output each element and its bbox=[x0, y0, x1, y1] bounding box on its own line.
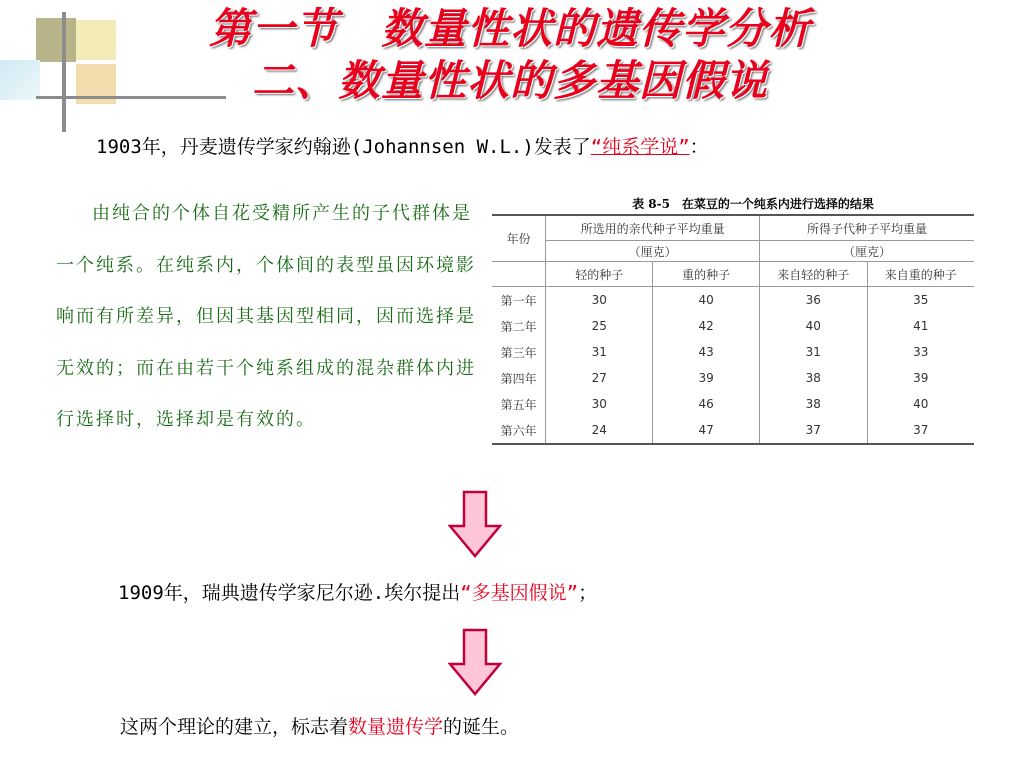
conclusion-text: 这两个理论的建立，标志着 bbox=[120, 716, 349, 738]
intro-sentence bbox=[96, 132, 709, 159]
polygene-highlight: “多基因假说” bbox=[460, 582, 579, 604]
polygene-text: 1909年，瑞典遗传学家尼尔逊.埃尔提出 bbox=[118, 582, 461, 604]
table-row bbox=[492, 339, 974, 365]
cell-value: 37 bbox=[867, 417, 974, 444]
slide-title-line2: 二、数量性状的多基因假说 bbox=[251, 56, 768, 105]
header-unit-offspring: （厘克） bbox=[760, 241, 974, 262]
subheader-from-heavy: 来自重的种子 bbox=[867, 262, 974, 287]
polygene-end: ； bbox=[578, 582, 598, 604]
table-row bbox=[492, 417, 974, 444]
cell-value: 39 bbox=[867, 365, 974, 391]
cell-value: 27 bbox=[546, 365, 653, 391]
cell-year: 第六年 bbox=[492, 417, 546, 444]
cell-value: 42 bbox=[653, 313, 760, 339]
cell-value: 38 bbox=[760, 391, 868, 417]
header-blank bbox=[492, 262, 546, 287]
subheader-light-seed: 轻的种子 bbox=[546, 262, 653, 287]
cell-value: 24 bbox=[546, 417, 653, 444]
decor-block-yellow bbox=[76, 20, 116, 60]
header-year: 年份 bbox=[492, 215, 546, 262]
conclusion-highlight: 数量遗传学 bbox=[348, 716, 444, 738]
cell-value: 30 bbox=[546, 391, 653, 417]
cell-value: 43 bbox=[653, 339, 760, 365]
cell-year: 第三年 bbox=[492, 339, 546, 365]
cell-value: 30 bbox=[546, 287, 653, 314]
decor-vertical-line bbox=[62, 12, 66, 132]
cell-value: 31 bbox=[760, 339, 868, 365]
cell-value: 40 bbox=[653, 287, 760, 314]
cell-value: 39 bbox=[653, 365, 760, 391]
cell-value: 25 bbox=[546, 313, 653, 339]
cell-year: 第五年 bbox=[492, 391, 546, 417]
cell-value: 33 bbox=[867, 339, 974, 365]
header-unit-parent: （厘克） bbox=[546, 241, 760, 262]
pure-line-paragraph: 由纯合的个体自花受精所产生的子代群体是一个纯系。在纯系内，个体间的表型虽因环境影响而有所差异，但因其基因型相同，因而选择是无效的；而在由若干个纯系组成的混杂群体内进行选择时，选择却是有效的。 bbox=[56, 203, 476, 430]
header-parent-weight: 所选用的亲代种子平均重量 bbox=[546, 215, 760, 241]
cell-year: 第二年 bbox=[492, 313, 546, 339]
intro-text: 1903年，丹麦遗传学家约翰逊(Johannsen W.L.)发表了 bbox=[96, 136, 591, 158]
table-row bbox=[492, 365, 974, 391]
table-row bbox=[492, 313, 974, 339]
header-offspring-weight: 所得子代种子平均重量 bbox=[760, 215, 974, 241]
table-row bbox=[492, 391, 974, 417]
cell-value: 31 bbox=[546, 339, 653, 365]
table-caption: 表 8-5 在菜豆的一个纯系内进行选择的结果 bbox=[632, 197, 874, 211]
cell-value: 46 bbox=[653, 391, 760, 417]
decor-block-olive bbox=[36, 18, 76, 62]
cell-year: 第一年 bbox=[492, 287, 546, 314]
intro-highlight: “纯系学说” bbox=[590, 136, 690, 158]
slide-title-line1: 第一节 数量性状的遗传学分析 bbox=[208, 4, 811, 53]
cell-value: 36 bbox=[760, 287, 868, 314]
selection-table-block bbox=[492, 194, 974, 445]
down-arrow-icon bbox=[448, 628, 502, 696]
cell-value: 35 bbox=[867, 287, 974, 314]
intro-end: ： bbox=[689, 136, 709, 158]
conclusion-end: 的诞生。 bbox=[443, 716, 520, 738]
conclusion-sentence bbox=[120, 712, 519, 739]
cell-value: 40 bbox=[760, 313, 868, 339]
selection-table bbox=[492, 214, 974, 445]
cell-value: 41 bbox=[867, 313, 974, 339]
down-arrow-icon bbox=[448, 490, 502, 558]
cell-value: 40 bbox=[867, 391, 974, 417]
table-row bbox=[492, 287, 974, 314]
cell-value: 47 bbox=[653, 417, 760, 444]
subheader-heavy-seed: 重的种子 bbox=[653, 262, 760, 287]
cell-year: 第四年 bbox=[492, 365, 546, 391]
cell-value: 37 bbox=[760, 417, 868, 444]
polygene-sentence bbox=[118, 578, 597, 605]
subheader-from-light: 来自轻的种子 bbox=[760, 262, 868, 287]
cell-value: 38 bbox=[760, 365, 868, 391]
decor-block-blue bbox=[0, 60, 40, 100]
